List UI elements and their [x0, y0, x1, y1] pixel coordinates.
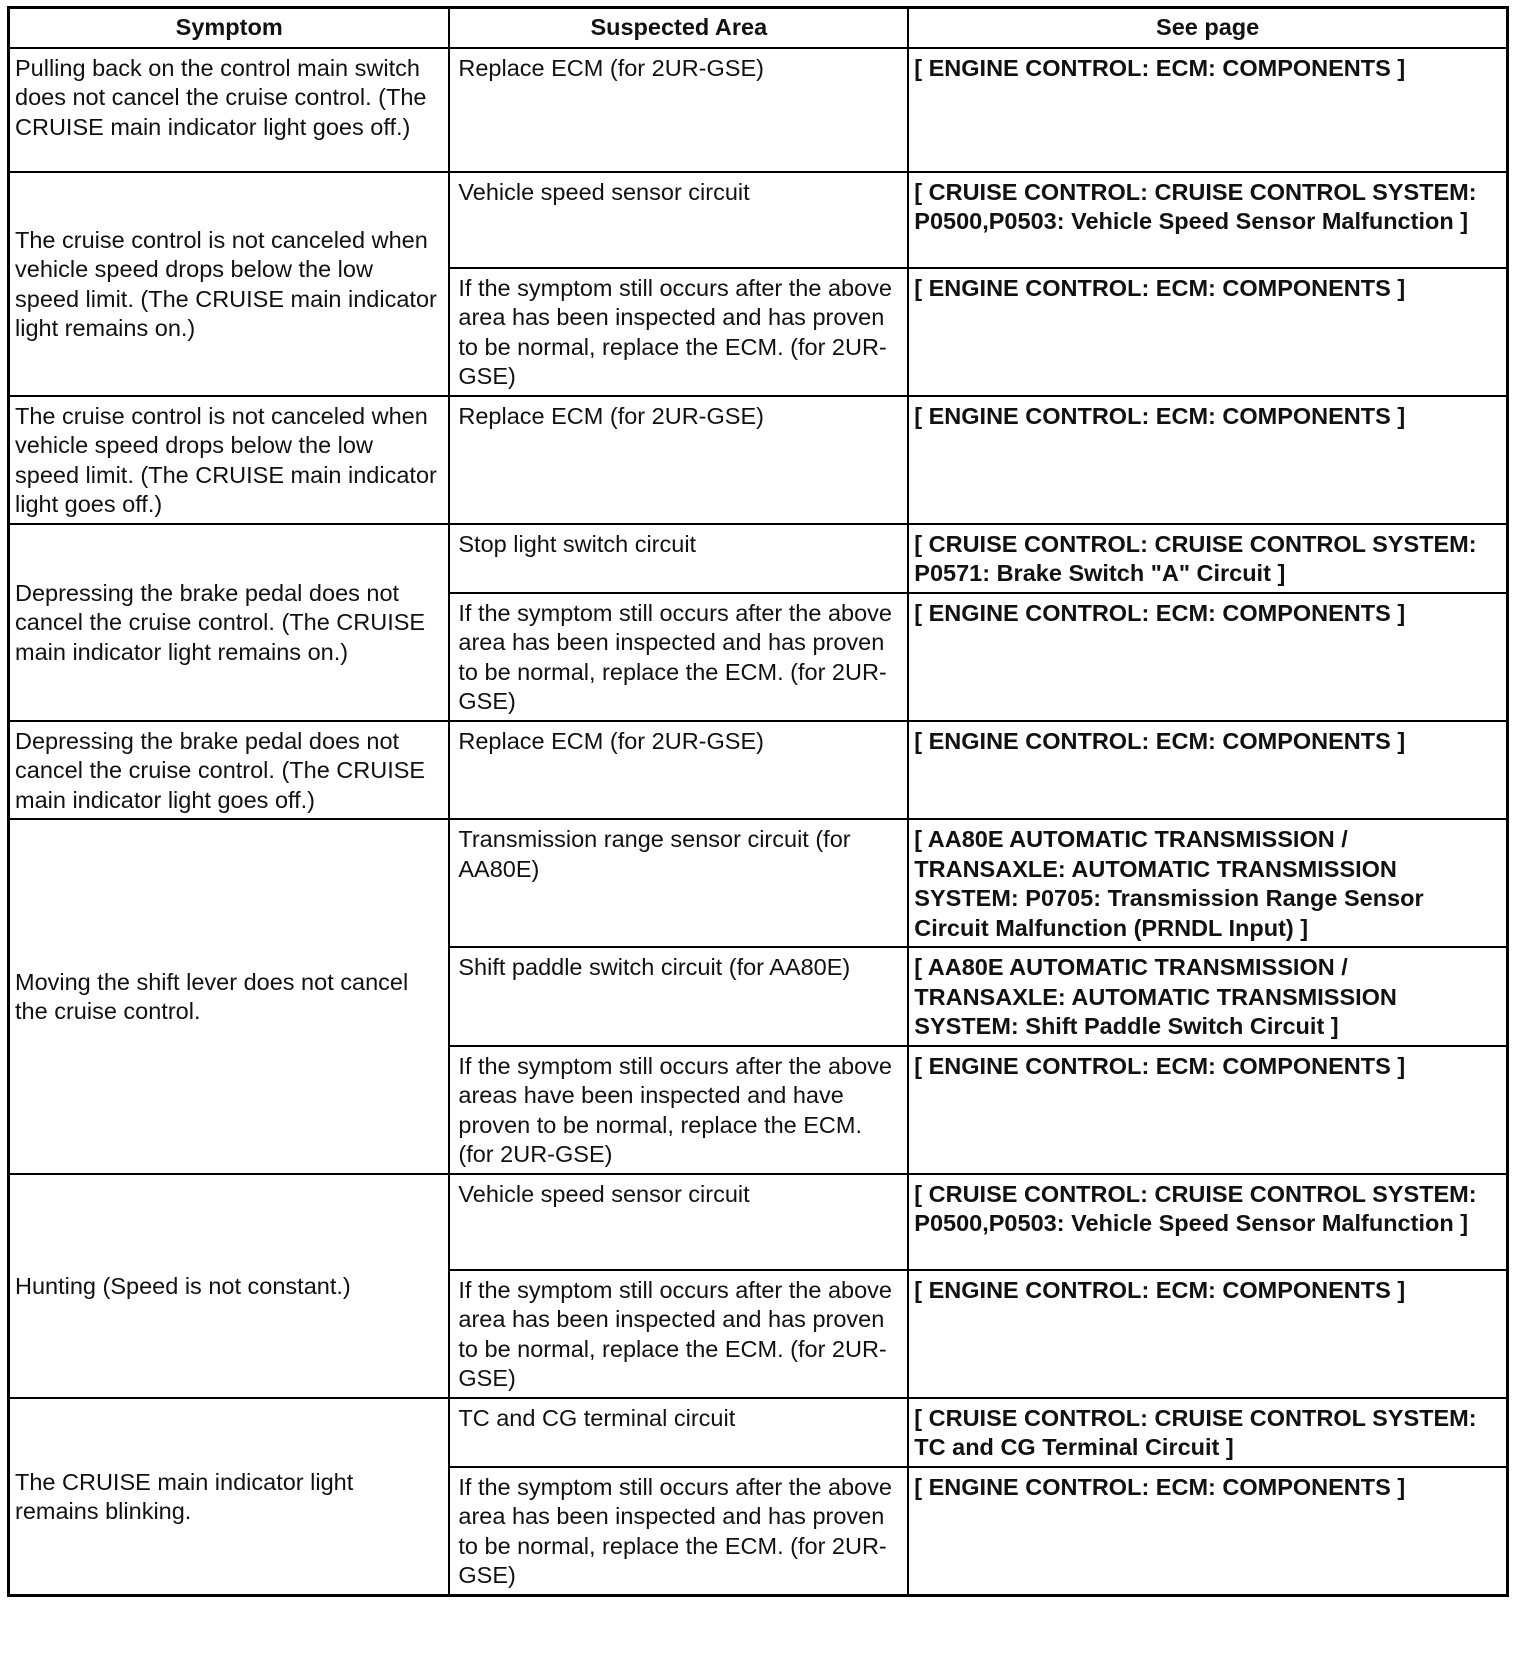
suspected-area-cell: If the symptom still occurs after the above areas have been inspected and have proven to be normal, replace the ECM. (for 2UR-GSE) [449, 1046, 908, 1174]
see-page-link[interactable]: [ ENGINE CONTROL: ECM: COMPONENTS ] [908, 721, 1507, 820]
header-suspected-area: Suspected Area [449, 8, 908, 48]
see-page-link[interactable]: [ ENGINE CONTROL: ECM: COMPONENTS ] [908, 1467, 1507, 1596]
see-page-link[interactable]: [ ENGINE CONTROL: ECM: COMPONENTS ] [908, 396, 1507, 524]
header-row [9, 8, 1508, 48]
see-page-link[interactable]: [ CRUISE CONTROL: CRUISE CONTROL SYSTEM: P0571: Brake Switch "A" Circuit ] [908, 524, 1507, 593]
symptom-cell: The cruise control is not canceled when vehicle speed drops below the low speed limit. (The CRUISE main indicator light remains on.) [9, 172, 450, 396]
symptom-cell: Depressing the brake pedal does not cancel the cruise control. (The CRUISE main indicator light goes off.) [9, 721, 450, 820]
suspected-area-cell: Stop light switch circuit [449, 524, 908, 593]
table-row [9, 721, 1508, 820]
see-page-link[interactable]: [ AA80E AUTOMATIC TRANSMISSION / TRANSAXLE: AUTOMATIC TRANSMISSION SYSTEM: P0705: Transmission Range Sensor Circuit Malfunction (PRNDL Input) ] [908, 819, 1507, 947]
see-page-link[interactable]: [ CRUISE CONTROL: CRUISE CONTROL SYSTEM: P0500,P0503: Vehicle Speed Sensor Malfunction ] [908, 172, 1507, 268]
header-symptom: Symptom [9, 8, 450, 48]
symptom-cell: Pulling back on the control main switch does not cancel the cruise control. (The CRUISE main indicator light goes off.) [9, 48, 450, 172]
table-body [9, 48, 1508, 1596]
symptom-cell: The cruise control is not canceled when vehicle speed drops below the low speed limit. (The CRUISE main indicator light goes off.) [9, 396, 450, 524]
table-row [9, 1174, 1508, 1270]
table-row [9, 396, 1508, 524]
suspected-area-cell: If the symptom still occurs after the above area has been inspected and has proven to be normal, replace the ECM. (for 2UR-GSE) [449, 1270, 908, 1398]
see-page-link[interactable]: [ CRUISE CONTROL: CRUISE CONTROL SYSTEM: TC and CG Terminal Circuit ] [908, 1398, 1507, 1467]
suspected-area-cell: If the symptom still occurs after the above area has been inspected and has proven to be normal, replace the ECM. (for 2UR-GSE) [449, 1467, 908, 1596]
suspected-area-cell: Vehicle speed sensor circuit [449, 172, 908, 268]
suspected-area-cell: Transmission range sensor circuit (for AA80E) [449, 819, 908, 947]
symptom-cell: Moving the shift lever does not cancel the cruise control. [9, 819, 450, 1174]
see-page-link[interactable]: [ ENGINE CONTROL: ECM: COMPONENTS ] [908, 1046, 1507, 1174]
suspected-area-cell: If the symptom still occurs after the above area has been inspected and has proven to be normal, replace the ECM. (for 2UR-GSE) [449, 593, 908, 721]
suspected-area-cell: Replace ECM (for 2UR-GSE) [449, 396, 908, 524]
see-page-link[interactable]: [ CRUISE CONTROL: CRUISE CONTROL SYSTEM: P0500,P0503: Vehicle Speed Sensor Malfunction ] [908, 1174, 1507, 1270]
suspected-area-cell: If the symptom still occurs after the above area has been inspected and has proven to be normal, replace the ECM. (for 2UR-GSE) [449, 268, 908, 396]
table-row [9, 819, 1508, 947]
table-row [9, 1398, 1508, 1467]
see-page-link[interactable]: [ ENGINE CONTROL: ECM: COMPONENTS ] [908, 593, 1507, 721]
diagnosis-table [7, 6, 1509, 1597]
suspected-area-cell: Vehicle speed sensor circuit [449, 1174, 908, 1270]
table-row [9, 48, 1508, 172]
see-page-link[interactable]: [ ENGINE CONTROL: ECM: COMPONENTS ] [908, 48, 1507, 172]
see-page-link[interactable]: [ ENGINE CONTROL: ECM: COMPONENTS ] [908, 268, 1507, 396]
symptom-cell: The CRUISE main indicator light remains blinking. [9, 1398, 450, 1596]
see-page-link[interactable]: [ AA80E AUTOMATIC TRANSMISSION / TRANSAXLE: AUTOMATIC TRANSMISSION SYSTEM: Shift Paddle Switch Circuit ] [908, 947, 1507, 1046]
symptom-cell: Hunting (Speed is not constant.) [9, 1174, 450, 1398]
header-see-page: See page [908, 8, 1507, 48]
suspected-area-cell: Replace ECM (for 2UR-GSE) [449, 721, 908, 820]
symptom-cell: Depressing the brake pedal does not cancel the cruise control. (The CRUISE main indicator light remains on.) [9, 524, 450, 721]
table-row [9, 172, 1508, 268]
suspected-area-cell: Replace ECM (for 2UR-GSE) [449, 48, 908, 172]
suspected-area-cell: Shift paddle switch circuit (for AA80E) [449, 947, 908, 1046]
see-page-link[interactable]: [ ENGINE CONTROL: ECM: COMPONENTS ] [908, 1270, 1507, 1398]
suspected-area-cell: TC and CG terminal circuit [449, 1398, 908, 1467]
table-row [9, 524, 1508, 593]
